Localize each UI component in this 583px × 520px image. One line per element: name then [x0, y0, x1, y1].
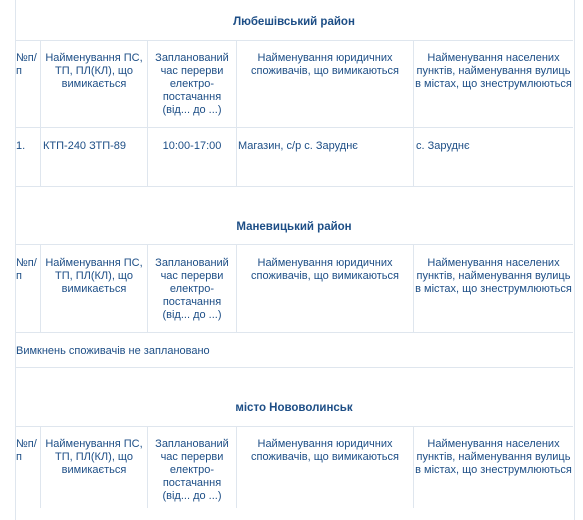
header-consumers: Найменування юридичних споживачів, що вимикаються — [251, 438, 399, 463]
header-time: Запланований час перерви електро-постачання (від... до ...) — [155, 438, 229, 502]
header-time: Запланований час перерви електро-постачання (від... до ...) — [155, 52, 229, 116]
column-divider — [413, 244, 414, 332]
header-object: Найменування ПС, ТП, ПЛ(КЛ), що вимикається — [45, 52, 143, 90]
column-divider — [40, 40, 41, 186]
header-num: №п/п — [16, 257, 37, 282]
divider — [15, 186, 573, 187]
row-num: 1. — [16, 140, 26, 152]
divider — [15, 367, 573, 368]
divider — [15, 426, 573, 427]
no-outages-note: Вимкнень споживачів не заплановано — [16, 345, 210, 357]
column-divider — [40, 426, 41, 508]
divider — [15, 244, 573, 245]
column-divider — [147, 40, 148, 186]
column-divider — [236, 40, 237, 186]
column-divider — [40, 244, 41, 332]
header-consumers: Найменування юридичних споживачів, що вимикаються — [251, 257, 399, 282]
header-settlements: Найменування населених пунктів, найменування вулиць в містах, що знеструмлюються — [415, 52, 572, 90]
header-settlements: Найменування населених пунктів, найменування вулиць в містах, що знеструмлюються — [415, 438, 572, 476]
header-object: Найменування ПС, ТП, ПЛ(КЛ), що вимикається — [45, 257, 143, 295]
header-settlements: Найменування населених пунктів, найменування вулиць в містах, що знеструмлюються — [415, 257, 572, 295]
divider — [15, 127, 573, 128]
divider — [15, 40, 573, 41]
district-title-manevychi: Маневицький район — [236, 221, 352, 233]
header-time: Запланований час перерви електро-постачання (від... до ...) — [155, 257, 229, 321]
district-title-novovolynsk: місто Нововолинськ — [235, 402, 353, 414]
header-consumers: Найменування юридичних споживачів, що вимикаються — [251, 52, 399, 77]
header-num: №п/п — [16, 52, 37, 77]
divider — [15, 332, 573, 333]
column-divider — [413, 426, 414, 508]
header-object: Найменування ПС, ТП, ПЛ(КЛ), що вимикається — [45, 438, 143, 476]
column-divider — [236, 426, 237, 508]
district-title-lyubeshiv: Любешівський район — [233, 16, 355, 28]
row-settlements: с. Заруднє — [416, 140, 470, 152]
column-divider — [413, 40, 414, 186]
column-divider — [147, 244, 148, 332]
header-num: №п/п — [16, 438, 37, 463]
row-consumers: Магазин, с/р с. Заруднє — [238, 140, 358, 152]
column-divider — [147, 426, 148, 508]
row-time: 10:00-17:00 — [162, 140, 222, 152]
column-divider — [236, 244, 237, 332]
row-object: КТП-240 ЗТП-89 — [43, 140, 127, 152]
